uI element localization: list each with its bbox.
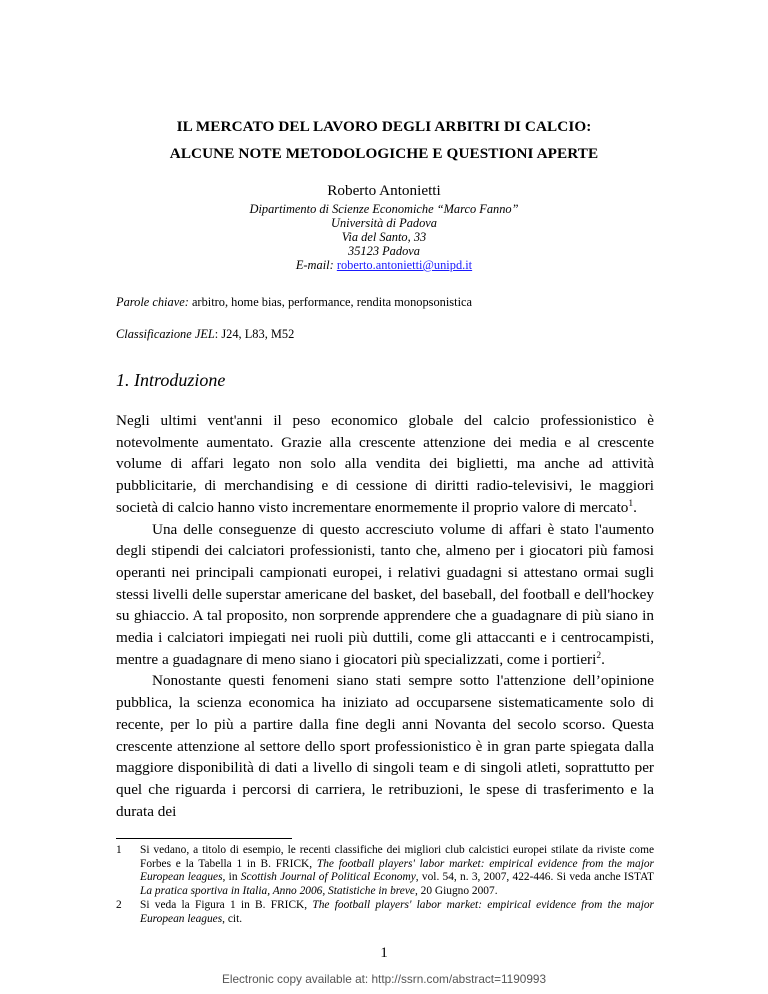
- footnote-2: [116, 899, 654, 926]
- affiliation-university: Università di Padova: [331, 216, 437, 230]
- footnote-number: 1: [116, 844, 122, 856]
- affiliation-department: Dipartimento di Scienze Economiche “Marco Fanno”: [249, 202, 519, 216]
- footnote-text: Si vedano, a titolo di esempio, le recenti classifiche dei migliori club calcistici europei stilate da riviste come Forbes e la Tabella 1 in B. FRICK, The football players' labor market: empirical evidence from the major European leagues, in Scottish Journal of Political Economy, vol. 54, n. 3, 2007, 422-446. Si veda anche ISTAT La pratica sportiva in Italia, Anno 2006, Statistiche in breve, 20 Giugno 2007.: [140, 844, 654, 897]
- paragraph-3: Nonostante questi fenomeni siano stati sempre sotto l'attenzione dell’opinione pubblica, la scienza economica ha iniziato ad occuparsene sistematicamente solo di recente, per lo più a partire dalla fine degli anni Novanta del secolo scorso. Questa crescente attenzione al settore dello sport professionistico è in gran parte spiegata dalla maggiore disponibilità di dati a livello di singoli team e di singoli atleti, soprattutto per quel che riguarda i percorsi di carriera, le retribuzioni, le spese di trasferimento e la durata dei: [116, 672, 654, 820]
- affiliation-city: 35123 Padova: [348, 244, 420, 258]
- body-text: [116, 410, 654, 822]
- jel-label: Classificazione JEL: [116, 327, 215, 341]
- email-link[interactable]: roberto.antonietti@unipd.it: [336, 258, 473, 272]
- paper-title-line-1: IL MERCATO DEL LAVORO DEGLI ARBITRI DI CALCIO:: [176, 118, 592, 135]
- jel-classification: [116, 327, 294, 342]
- footnote-text: Si veda la Figura 1 in B. FRICK, The football players' labor market: empirical evidence from the major European leagues, cit.: [140, 899, 654, 925]
- page-number: 1: [380, 944, 388, 961]
- footnote-separator: [116, 838, 292, 839]
- ssrn-footer: Electronic copy available at: http://ssrn.com/abstract=1190993: [221, 972, 547, 986]
- footnote-number: 2: [116, 899, 122, 911]
- keywords: [116, 295, 472, 310]
- author-email: [0, 258, 768, 273]
- paragraph-2: Una delle conseguenze di questo accresciuto volume di affari è stato l'aumento degli stipendi dei calciatori professionisti, tanto che, almeno per i giocatori più famosi operanti nei principali campionati europei, i relativi guadagni si attestano ormai sugli stessi livelli delle superstar americane del basket, del baseball, del football e dell'hockey su ghiaccio. A tal proposito, non sorprende apprendere che a guadagnare di più siano in media i calciatori impiegati nei ruoli più duttili, come gli attaccanti e i centrocampisti, mentre a guadagnare di meno siano i giocatori più specializzati, come i portieri$^2$.: [116, 520, 654, 668]
- keywords-value: arbitro, home bias, performance, rendita monopsonistica: [191, 295, 473, 309]
- affiliation-street: Via del Santo, 33: [341, 230, 427, 244]
- footnote-ref-2[interactable]: 2: [596, 650, 602, 661]
- keywords-label: Parole chiave:: [116, 295, 189, 309]
- footnote-1: [116, 844, 654, 898]
- paper-title-line-2: ALCUNE NOTE METODOLOGICHE E QUESTIONI APERTE: [169, 145, 599, 162]
- author-name: Roberto Antonietti: [327, 182, 441, 199]
- footnote-ref-1[interactable]: 1: [628, 498, 634, 509]
- jel-value: : J24, L83, M52: [214, 327, 295, 341]
- section-heading: 1. Introduzione: [116, 370, 226, 390]
- paragraph-1: Negli ultimi vent'anni il peso economico globale del calcio professionistico è notevolmente aumentato. Grazie alla crescente attenzione dei media e al crescente volume di affari legato non solo alla vendita dei biglietti, ma anche ad attività pubblicitarie, di merchandising e di cessione di diritti radio-televisivi, le maggiori società di calcio hanno visto incrementare enormemente il proprio valore di mercato$^1$.: [116, 412, 654, 516]
- email-label: E-mail:: [295, 258, 334, 272]
